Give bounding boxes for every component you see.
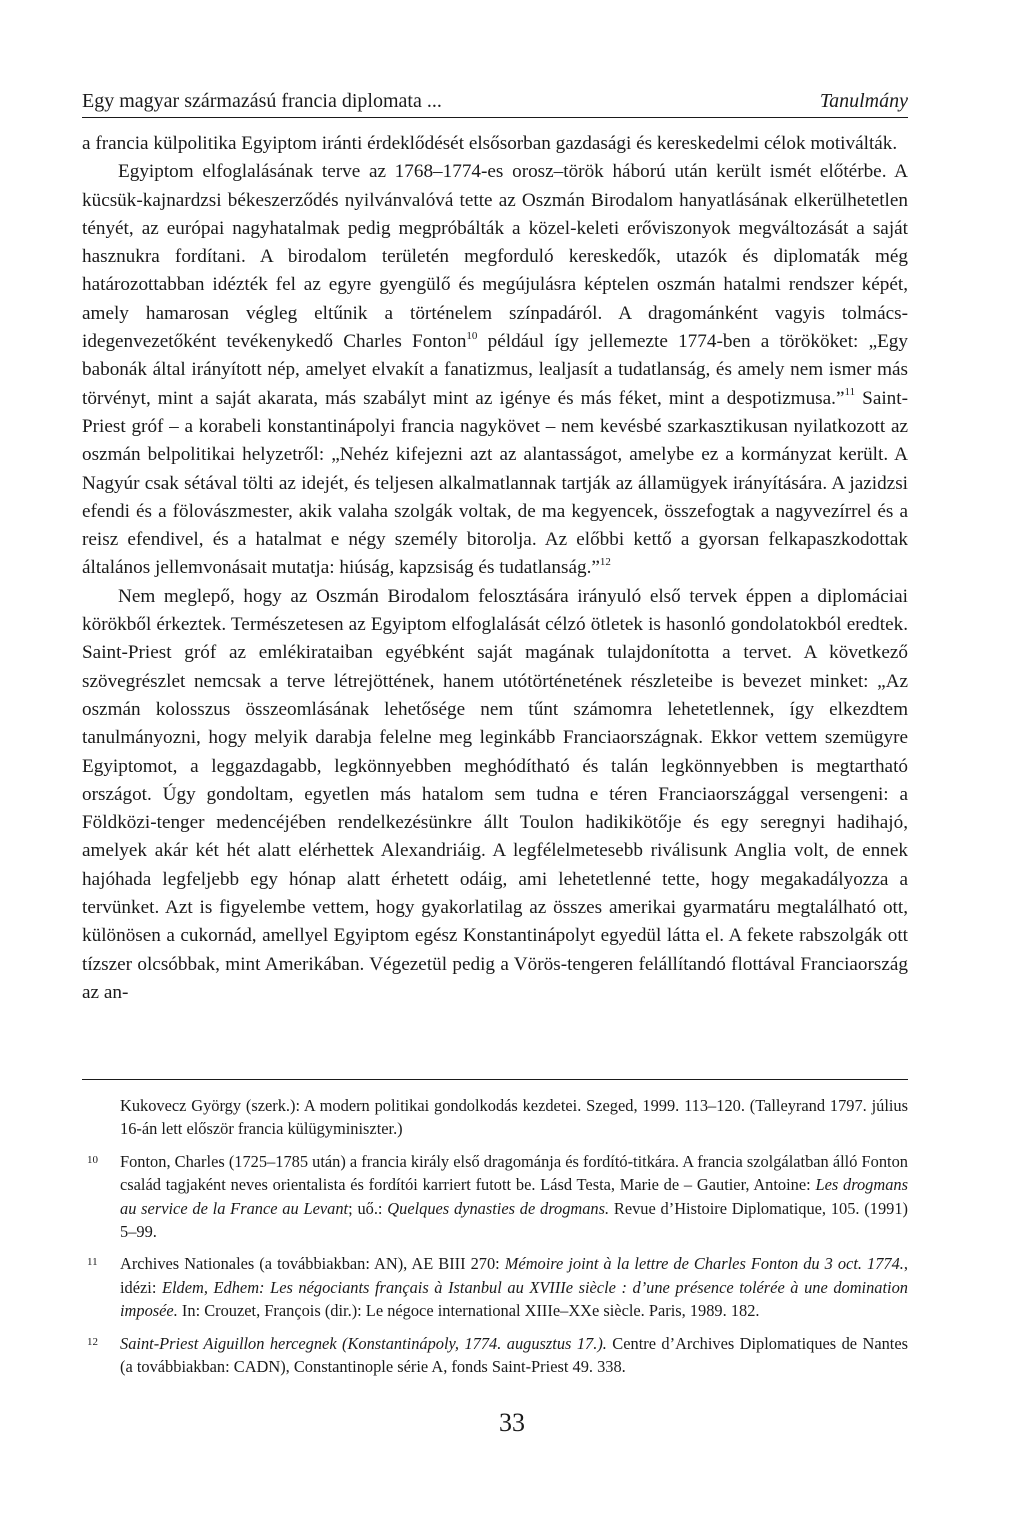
paragraph: Nem meglepő, hogy az Oszmán Birodalom felosztására irányuló első tervek éppen a diplomáciai körökből érkeztek. Természetesen az Egyiptom elfoglalását célzó ötletek is hasonló gondolatokból eredtek. Saint-Priest gróf az emlékirataiban egyébként saját magának tulajdonította a tervet. A következő szövegrészlet nemcsak a terve létrejöttének, hanem utótörténetének részleteibe is bevezet minket: „Az oszmán kolosszus összeomlásának lehetősége nem tűnt számomra lehetetlennek, így elkezdtem tanulmányozni, hogy melyik darabja felelne meg leginkább Franciaországnak. Ekkor vettem szemügyre Egyiptomot, a leggazdagabb, legkönnyebben meghódítható és talán legkönnyebben is megtartható országot. Úgy gondoltam, egyetlen más hatalom sem tudna e téren Franciaországgal versengeni: a Földközi-tenger medencéjében rendelkezésünkre állt Toulon hadikikötője és egy seregnyi hadihajó, amelyek akár két hét alatt elérhettek Alexandriáig. A legfélelmetesebb riválisunk Anglia volt, de ennek hajóhada legfeljebb egy hónap alatt érhetett odáig, ami lehetetlenné tette, hogy megakadályozza a tervünket. Azt is figyelembe vettem, hogy gyakorlatilag az összes amerikai gyarmatáru megtalálható ott, különösen a cukornád, amellyel Egyiptom egész Konstantinápolyt egyedül látta el. A fekete rabszolgák ott tízszer olcsóbbak, mint Amerikában. Végezetül pedig a Vörös-tengeren felállítandó flottával Franciaország az an- — [82, 585, 908, 1003]
text-run: Saint-Priest gróf – a korabeli konstantinápolyi francia nagykövet – nem kevésbé szarkasztikusan nyilatkozott az oszmán belpolitikai helyzetről: „Nehéz kifejezni azt az alantasságot, amelybe ez a kormányzat került. A Nagyúr csak sétával tölti az idejét, és teljesen alkalmatlannak tartják az államügyek irányítására. A jazidzsi efendi és a fölovászmester, akik valaha szolgák voltak, de ma kegyencek, összefogtak a nagyvezírrel és a reisz efendivel, és a hatalmat e négy személy bitorolja. Az előbbi kettő a gyorsan felkapaszkodottak általános jellemvonásait mutatja: hiúság, kapzsiság és tudatlanság.” — [82, 387, 908, 579]
footnote-ref[interactable]: 11 — [844, 386, 856, 399]
footnote-number: 11 — [87, 1256, 98, 1269]
running-header — [82, 90, 908, 118]
footnote-11 — [82, 1252, 908, 1322]
running-header-title: Egy magyar származású francia diplomata ... — [82, 90, 442, 112]
footnote-continued: Kukovecz György (szerk.): A modern politikai gondolkodás kezdetei. Szeged, 1999. 113–120. (Talleyrand 1797. július 16-án lett először francia külügyminiszter.) — [120, 1096, 908, 1139]
text-run: Fonton, Charles (1725–1785 után) a francia király első dragománja és fordító-titkára. A francia szolgálatban álló Fonton család tagjaként neves orientalista és fordítói karriert futott be. Lásd Testa, Marie de – Gautier, Antoine: — [120, 1151, 908, 1195]
italic-run: Quelques dynasties de drogmans. — [387, 1198, 610, 1218]
footnote-number: 12 — [87, 1335, 98, 1348]
text-run: Centre d’Archives Diplomatiques de Nantes (a továbbiakban: CADN), Constantinople série A, fonds Saint-Priest 49. 338. — [120, 1333, 909, 1377]
text-run: Egyiptom elfoglalásának terve az 1768–1774-es orosz–török háború után került ismét előtérbe. A kücsük-kajnardzsi békeszerződés nyilvánvalóvá tette az Oszmán Birodalom hanyatlásának elkerülhetetlen tényét, az európai nagyhatalmak pedig megpróbálták a közel-keleti erőviszonyok megváltozását a saját hasznukra fordítani. A birodalom területén megforduló kereskedők, utazók és diplomaták még határozottabban idézték fel az egyre gyengülő és megújulásra képtelen oszmán hatalmi rendszer képét, amely hamarosan végleg eltűnik a történelem színpadáról. A dragománként vagyis tolmács-idegenvezetőként tevékenykedő Charles Fonton — [82, 161, 908, 353]
text-run: In: Crouzet, François (dir.): Le négoce international XIIIe–XXe siècle. Paris, 1989. 182. — [177, 1301, 760, 1321]
text-run: , idézi: — [120, 1254, 908, 1297]
footnote-number: 10 — [87, 1153, 98, 1166]
main-text — [82, 130, 908, 1007]
running-header-section: Tanulmány — [819, 90, 908, 112]
paragraph: a francia külpolitika Egyiptom iránti érdeklődését elsősorban gazdasági és kereskedelmi célok motiválták. — [82, 133, 898, 154]
footnote-divider — [82, 1079, 908, 1080]
footnotes — [82, 1094, 908, 1387]
italic-run: Mémoire joint à la lettre de Charles Fonton du 3 oct. 1774. — [504, 1254, 904, 1274]
footnote-10 — [82, 1150, 908, 1244]
text-run: Revue d’Histoire Diplomatique, 105. (1991) 5–99. — [120, 1198, 908, 1242]
footnote-ref[interactable]: 12 — [599, 556, 611, 569]
italic-run: Eldem, Edhem: Les négociants français à Istanbul au XVIIIe siècle : d’une présence tolérée à une domination imposée. — [120, 1277, 908, 1321]
paragraph — [82, 158, 908, 582]
text-run: például így jellemezte 1774-ben a törököket: „Egy babonák által irányított nép, amelyet elvakít a fanatizmus, lealjasít a tudatlanság, és amely nem ismer más törvényt, mint a saját akarata, más szabályt mint az igénye és más féket, mint a despotizmusa.” — [82, 331, 908, 409]
footnote-12 — [82, 1332, 908, 1379]
italic-run: Saint-Priest Aiguillon hercegnek (Konstantinápoly, 1774. augusztus 17.). — [120, 1333, 607, 1353]
italic-run: Les drogmans au service de la France au Levant — [120, 1175, 908, 1218]
text-run: ; uő.: — [348, 1198, 388, 1218]
page-number: 33 — [499, 1408, 525, 1437]
footnote-ref[interactable]: 10 — [466, 329, 478, 342]
text-run: Archives Nationales (a továbbiakban: AN), AE BIII 270: — [120, 1254, 505, 1274]
